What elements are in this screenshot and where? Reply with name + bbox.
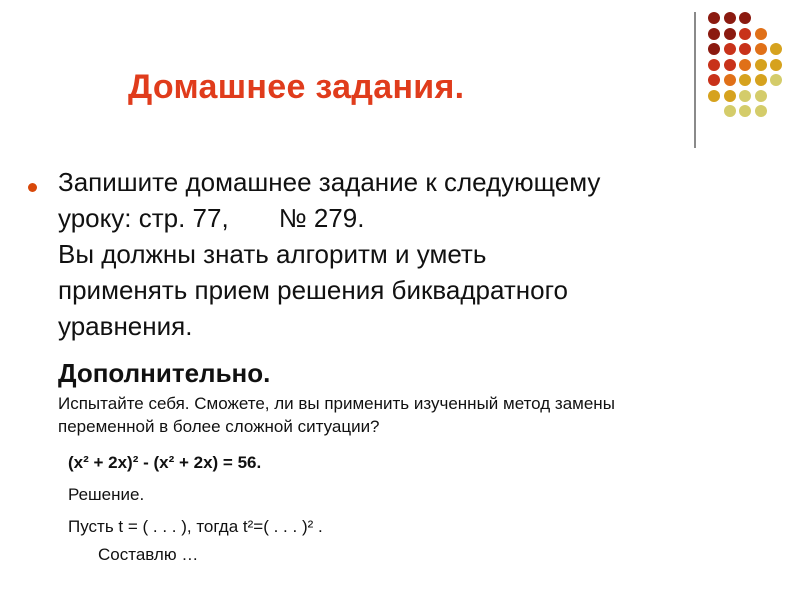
decorative-divider	[694, 12, 696, 148]
decorative-dot	[770, 74, 782, 86]
solution-label: Решение.	[68, 485, 145, 504]
decorative-dot	[708, 59, 720, 71]
extra-task-label: Дополнительно.	[58, 358, 271, 388]
decorative-dot	[724, 105, 736, 117]
decorative-dot	[739, 28, 751, 40]
decorative-dot	[739, 74, 751, 86]
decorative-dot	[739, 59, 751, 71]
decorative-dot	[755, 59, 767, 71]
instruction-line-1: Запишите домашнее задание к следующему	[58, 167, 601, 197]
decorative-dot	[739, 90, 751, 102]
decorative-dot	[724, 90, 736, 102]
decorative-dot	[770, 59, 782, 71]
decorative-dot	[755, 90, 767, 102]
slide-title: Домашнее задания.	[128, 68, 465, 106]
compose-line: Составлю …	[98, 545, 199, 564]
bullet-icon	[28, 183, 37, 192]
extra-task-text	[58, 392, 758, 438]
substitution-line: Пусть t = ( . . . ), тогда t²=( . . . )² .	[68, 517, 323, 536]
decorative-dot	[739, 105, 751, 117]
decorative-dot	[708, 90, 720, 102]
exercise-number: № 279.	[278, 203, 365, 233]
decorative-dot	[724, 12, 736, 24]
page-reference: уроку: стр. 77,	[58, 203, 229, 233]
decorative-dot	[755, 28, 767, 40]
homework-instructions	[58, 164, 738, 344]
instruction-line-2	[58, 200, 738, 236]
instruction-line-5: уравнения.	[58, 311, 193, 341]
decorative-dot-grid	[708, 12, 792, 132]
decorative-dot	[724, 43, 736, 55]
extra-task-line-2: переменной в более сложной ситуации?	[58, 417, 380, 436]
decorative-dot	[770, 43, 782, 55]
decorative-dot	[724, 28, 736, 40]
decorative-dot	[708, 28, 720, 40]
equation: (x² + 2x)² - (x² + 2x) = 56.	[68, 453, 262, 472]
instruction-line-3: Вы должны знать алгоритм и уметь	[58, 239, 487, 269]
extra-task-line-1: Испытайте себя. Сможете, ли вы применить изученный метод замены	[58, 394, 615, 413]
decorative-dot	[708, 43, 720, 55]
decorative-dot	[708, 74, 720, 86]
decorative-dot	[739, 12, 751, 24]
decorative-dot	[755, 105, 767, 117]
decorative-dot	[755, 43, 767, 55]
decorative-dot	[724, 74, 736, 86]
decorative-dot	[724, 59, 736, 71]
instruction-line-4: применять прием решения биквадратного	[58, 275, 568, 305]
decorative-dot	[708, 12, 720, 24]
decorative-dot	[755, 74, 767, 86]
decorative-dot	[739, 43, 751, 55]
